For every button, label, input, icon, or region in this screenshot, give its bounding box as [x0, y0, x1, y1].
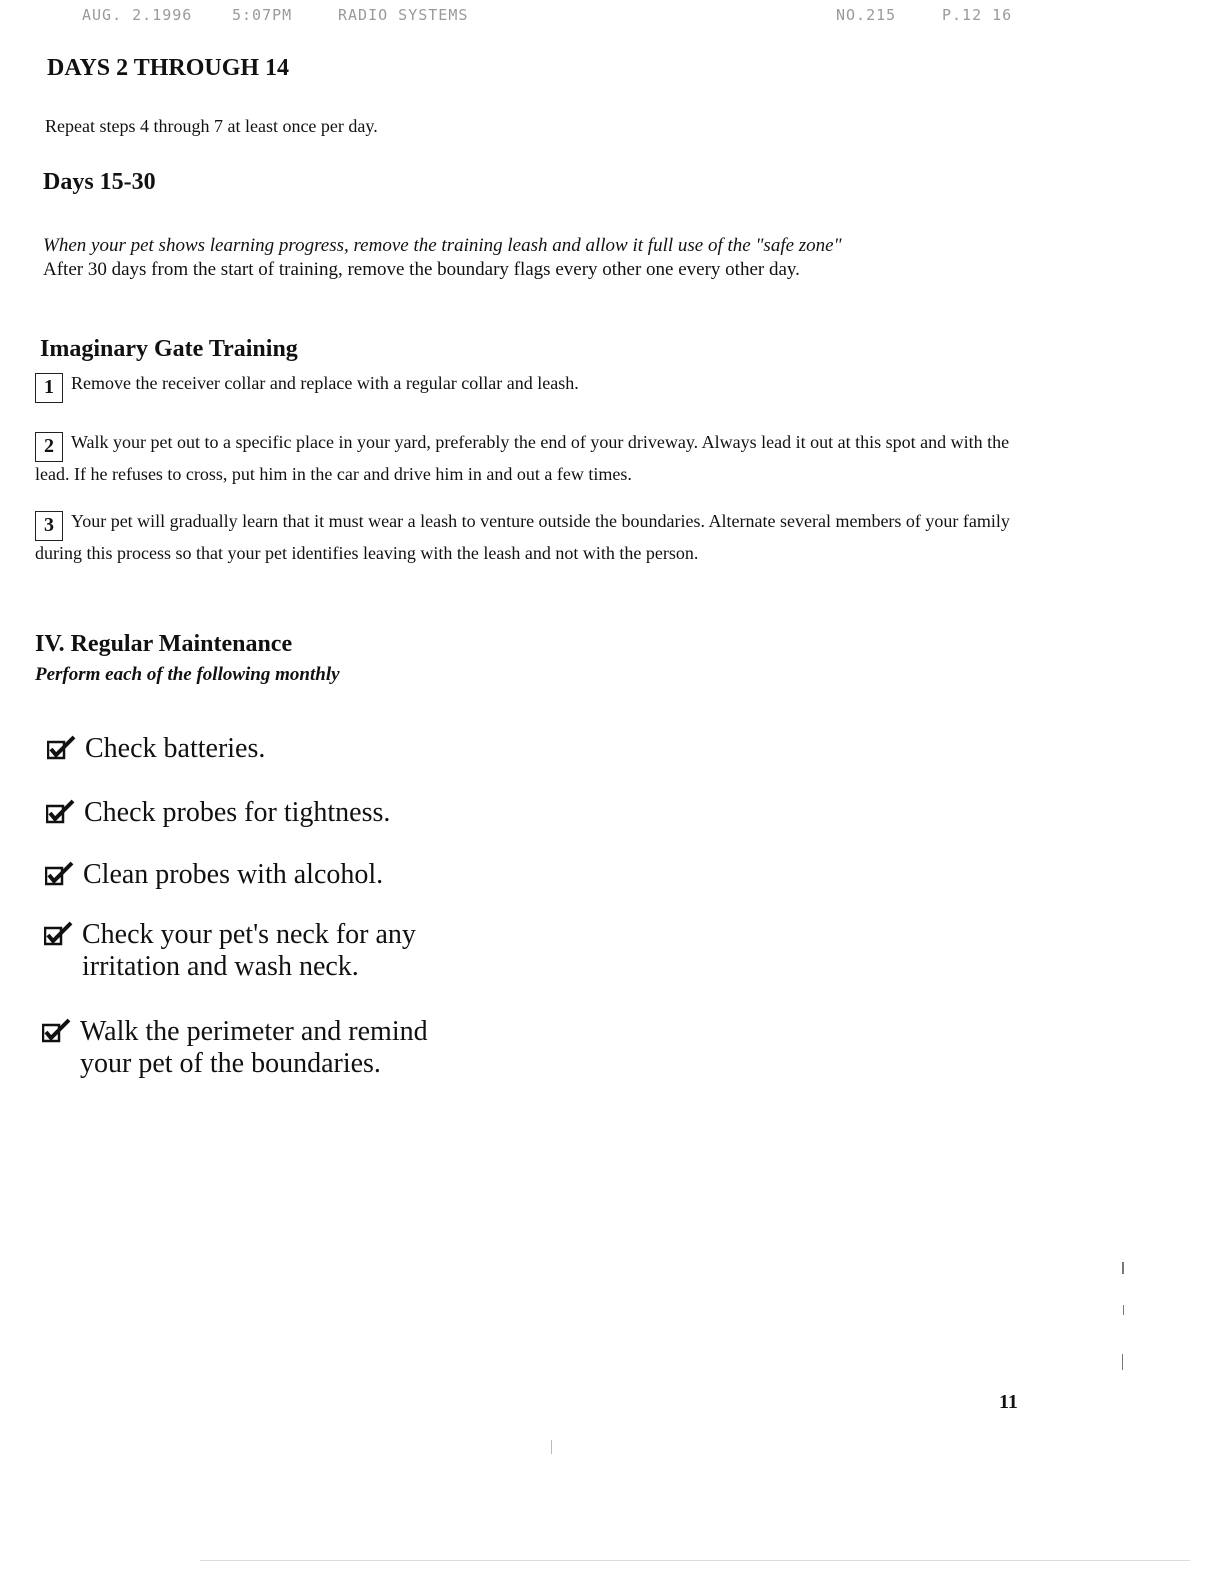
checklist-text: Check probes for tightness. [84, 797, 391, 828]
fax-number: NO.215 [836, 6, 897, 24]
step-number-box: 3 [35, 511, 63, 541]
days-2-14-text: Repeat steps 4 through 7 at least once per day. [45, 116, 378, 136]
scan-mark [1123, 1305, 1124, 1315]
checklist-text: Walk the perimeter and remind [80, 1016, 428, 1047]
scan-mark [1122, 1262, 1124, 1274]
gate-step-3 [35, 509, 1045, 566]
checklist-text: Check your pet's neck for any [82, 919, 416, 950]
checkbox-checked-icon [46, 799, 76, 823]
checklist-text-continued: your pet of the boundaries. [80, 1048, 381, 1079]
checklist-item [45, 859, 383, 891]
gate-step-2 [35, 430, 1045, 487]
checklist-item [42, 1016, 428, 1080]
step-text: Your pet will gradually learn that it must wear a leash to venture outside the boundaries. Alternate several members of your family during this process so that your pet identifies leaving with the leash and not with the person. [35, 511, 1010, 563]
checkbox-checked-icon [44, 921, 74, 945]
days-15-30-heading: Days 15-30 [43, 169, 156, 195]
scan-edge-line [200, 1560, 1190, 1561]
days-2-14-heading: DAYS 2 THROUGH 14 [47, 55, 290, 81]
checkbox-checked-icon [42, 1018, 72, 1042]
fax-time: 5:07PM [232, 6, 293, 24]
fax-page: P.12 16 [942, 6, 1013, 24]
step-text: Remove the receiver collar and replace with a regular collar and leash. [71, 373, 579, 393]
fax-date: AUG. 2.1996 [82, 6, 193, 24]
fax-header [0, 6, 1224, 28]
page-number: 11 [999, 1391, 1018, 1413]
maintenance-subheading: Perform each of the following monthly [35, 664, 340, 685]
checkbox-checked-icon [47, 735, 77, 759]
maintenance-heading: IV. Regular Maintenance [35, 631, 293, 657]
checklist-text-continued: irritation and wash neck. [82, 951, 359, 982]
checklist-item [46, 797, 390, 829]
fax-company: RADIO SYSTEMS [338, 6, 469, 24]
gate-step-1 [35, 371, 1045, 403]
scan-mark [1122, 1354, 1123, 1370]
days-15-30-italic-text: When your pet shows learning progress, remove the training leash and allow it full use of the "safe zone" [43, 235, 842, 256]
checklist-item [47, 733, 265, 765]
days-15-30-text: After 30 days from the start of training, remove the boundary flags every other one every other day. [43, 259, 800, 280]
checkbox-checked-icon [45, 861, 75, 885]
gate-training-heading: Imaginary Gate Training [40, 336, 298, 362]
checklist-item [44, 919, 416, 983]
step-text: Walk your pet out to a specific place in your yard, preferably the end of your driveway. Always lead it out at this spot and with the lead. If he refuses to cross, put him in the car and drive him in and out a few times. [35, 432, 1010, 484]
step-number-box: 1 [35, 373, 63, 403]
step-number-box: 2 [35, 432, 63, 462]
checklist-text: Clean probes with alcohol. [83, 859, 384, 890]
checklist-text: Check batteries. [85, 733, 266, 764]
scan-mark [551, 1440, 552, 1454]
